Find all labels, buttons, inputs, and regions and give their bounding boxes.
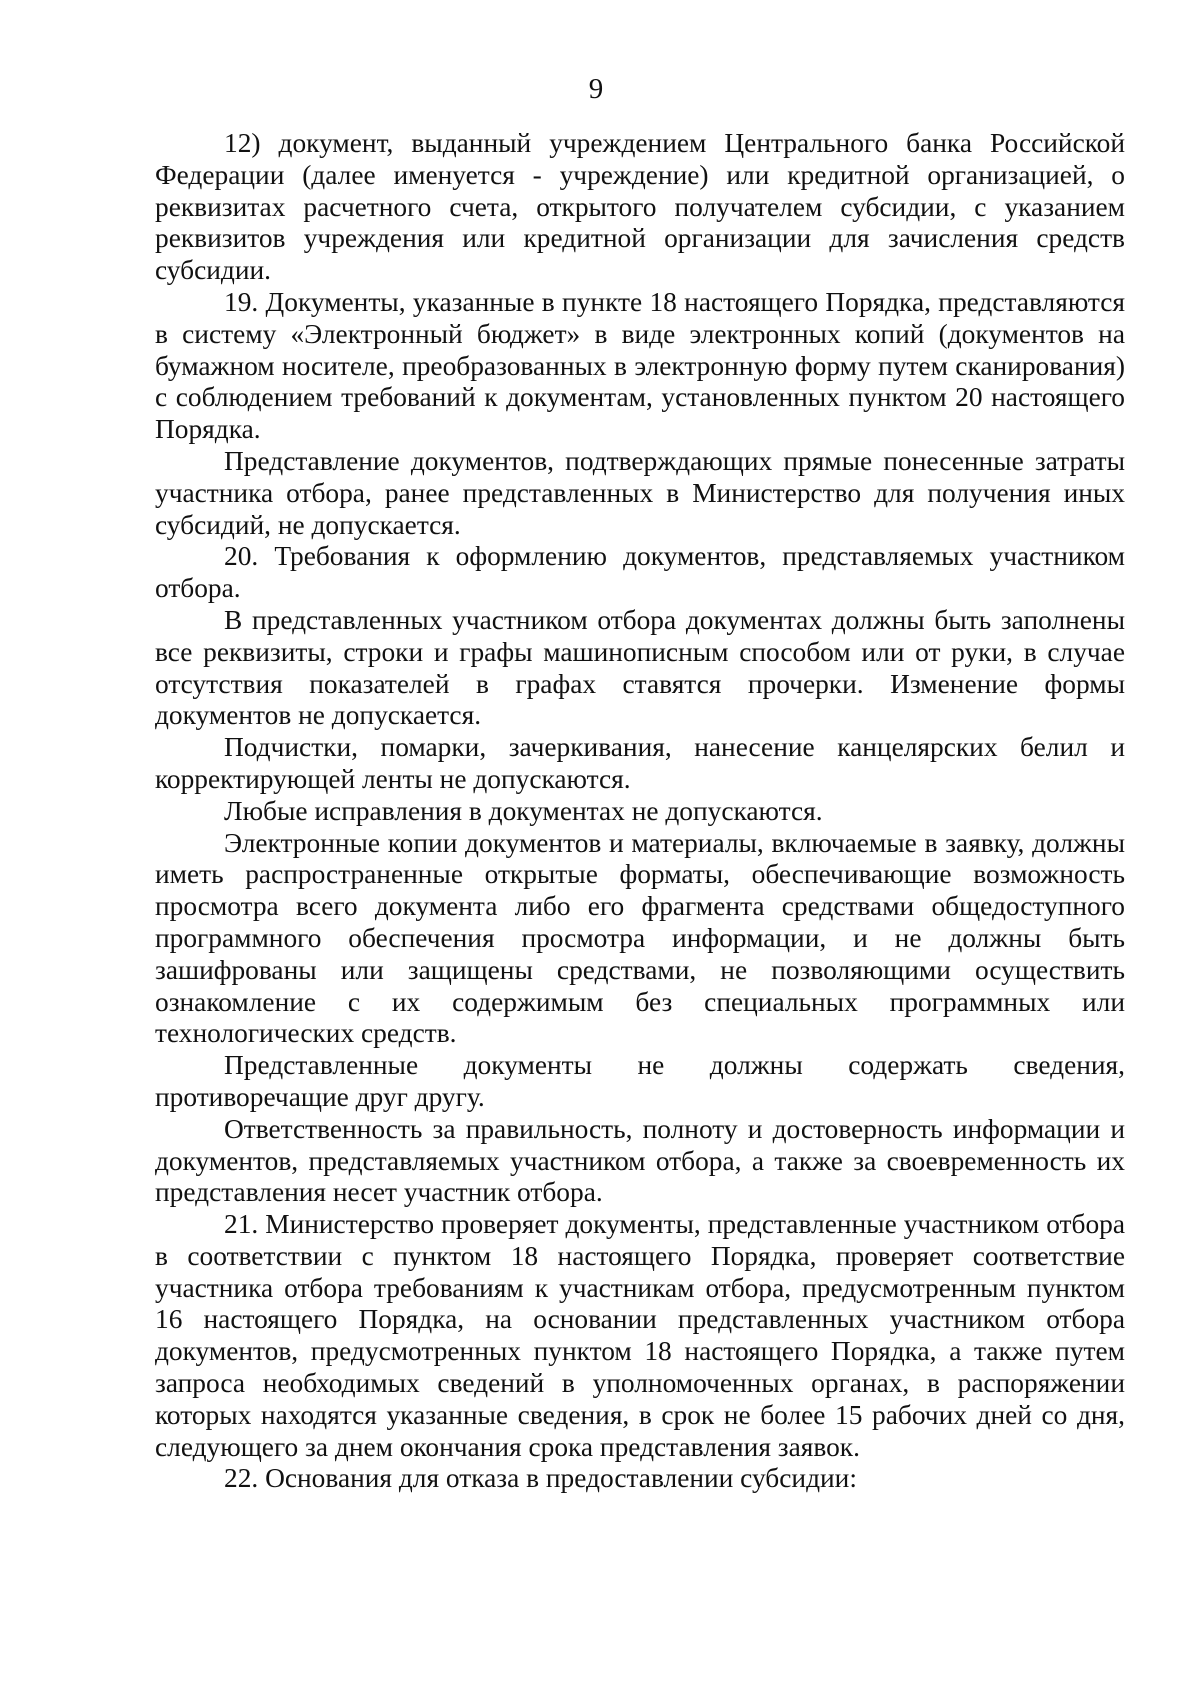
paragraph-clause-20-requisites: В представленных участником отбора документах должны быть заполнены все реквизиты, строки и графы машинописным способом или от руки, в случае отсутствия показателей в графах ставятся прочерки. Изменение формы документов не допускается. [155, 604, 1125, 731]
paragraph-item-12-bank-document: 12) документ, выданный учреждением Центрального банка Российской Федерации (далее именуется - учреждение) или кредитной организацией, о реквизитах расчетного счета, открытого получателем субсидии, с указанием реквизитов учреждения или кредитной организации для зачисления средств субсидии. [155, 128, 1125, 286]
document-body [155, 128, 1125, 1495]
paragraph-clause-20-responsibility: Ответственность за правильность, полноту и достоверность информации и документов, представляемых участником отбора, а также за своевременность их представления несет участник отбора. [155, 1113, 1125, 1208]
paragraph-clause-20-consistency: Представленные документы не должны содержать сведения, противоречащие друг другу. [155, 1050, 1125, 1112]
paragraph-clause-22-heading: 22. Основания для отказа в предоставлении субсидии: [224, 1463, 857, 1494]
paragraph-clause-21: 21. Министерство проверяет документы, представленные участником отбора в соответствии с пунктом 18 настоящего Порядка, проверяет соответствие участника отбора требованиям к участникам отбора, предусмотренным пунктом 16 настоящего Порядка, на основании представленных участником отбора документов, предусмотренных пунктом 18 настоящего Порядка, а также путем запроса необходимых сведений в уполномоченных органах, в распоряжении которых находятся указанные сведения, в срок не более 15 рабочих дней со дня, следующего за днем окончания срока представления заявок. [155, 1209, 1125, 1462]
page-number: 9 [588, 73, 604, 105]
paragraph-clause-19: 19. Документы, указанные в пункте 18 настоящего Порядка, представляются в систему «Электронный бюджет» в виде электронных копий (документов на бумажном носителе, преобразованных в электронную форму путем сканирования) с соблюдением требований к документам, установленных пунктом 20 настоящего Порядка. [155, 286, 1125, 445]
paragraph-clause-20-corrections: Любые исправления в документах не допускаются. [224, 795, 823, 826]
paragraph-clause-20-electronic-copies: Электронные копии документов и материалы, включаемые в заявку, должны иметь распространенные открытые форматы, обеспечивающие возможность просмотра всего документа либо его фрагмента средствами общедоступного программного обеспечения просмотра информации, и не должны быть зашифрованы или защищены средствами, не позволяющими осуществить ознакомление с их содержимым без специальных программных или технологических средств. [155, 827, 1125, 1049]
paragraph-clause-20-erasures: Подчистки, помарки, зачеркивания, нанесение канцелярских белил и корректирующей ленты не допускаются. [155, 732, 1125, 794]
paragraph-clause-20-heading: 20. Требования к оформлению документов, представляемых участником отбора. [155, 541, 1125, 604]
paragraph-clause-19-restriction: Представление документов, подтверждающих прямые понесенные затраты участника отбора, ранее представленных в Министерство для получения иных субсидий, не допускается. [155, 445, 1125, 540]
